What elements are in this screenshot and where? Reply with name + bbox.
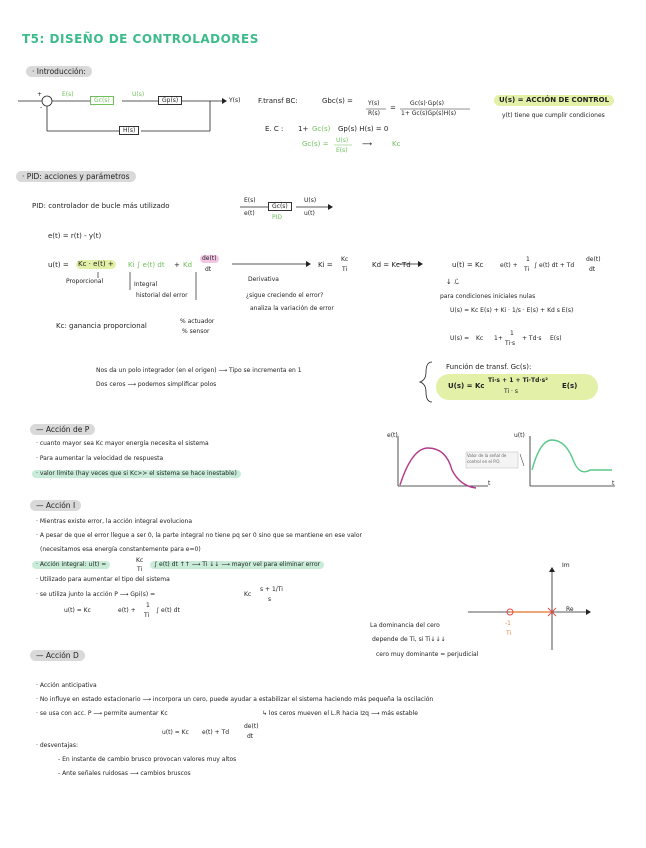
- gc-block: Gc(s): [90, 96, 114, 105]
- i-line-6b: e(t) +: [118, 607, 136, 614]
- ec-eq-c: Gp(s) H(s) = 0: [338, 125, 389, 133]
- e-label: E(s): [62, 91, 74, 98]
- i-line-3b: ∫ e(t) dt ↑↑ ⟶ Ti ↓↓ ⟶ mayor vel para eliminar error: [150, 561, 324, 569]
- u-full-lhs: u(t) = Kc: [452, 261, 484, 269]
- mini-u-bot: u(t): [304, 210, 315, 217]
- graph1-ylabel: e(t): [387, 432, 398, 439]
- ki-den: Ti: [342, 266, 348, 273]
- gc-lhs: Gc(s) =: [302, 140, 329, 148]
- us2-c: 1+: [494, 335, 503, 342]
- u-full-a: e(t) +: [500, 262, 518, 269]
- mini-u-top: U(s): [304, 197, 317, 204]
- plane-zero-den: Ti: [506, 630, 512, 637]
- label-derivativa: Derivativa: [248, 276, 279, 283]
- i-line-6c: ∫ e(t) dt: [156, 607, 180, 614]
- laplace-arrow: ↓ ℒ: [446, 278, 460, 286]
- cond-ini: para condiciones iniciales nulas: [440, 293, 536, 300]
- mini-pid-label: PID: [272, 214, 283, 221]
- ft-num: Ti·s + 1 + Ti·Td·s²: [488, 377, 548, 384]
- us2-d: + Td·s: [522, 335, 542, 342]
- dominancia-3: cero muy dominante = perjudicial: [376, 651, 479, 658]
- ki-num: Kc: [341, 256, 349, 263]
- desventaja-2: - Ante señales ruidosas ⟶ cambios bruscos: [58, 770, 191, 777]
- ftbc-eq: =: [390, 104, 396, 112]
- ftbc-frac2-num: Gc(s)·Gp(s): [410, 100, 444, 107]
- i-line-2: · A pesar de que el error llegue a ser 0, la parte integral no tiene pq ser 0 sino que se mantiene en ese valor: [36, 532, 362, 539]
- us2-kc: Kc: [476, 335, 484, 342]
- ftbc-label: F.transf BC:: [258, 97, 298, 105]
- kc-def: Kc: ganancia proporcional: [56, 322, 147, 330]
- u-eq-lhs: u(t) =: [48, 261, 69, 269]
- pid-def: PID: controlador de bucle más utilizado: [32, 202, 170, 210]
- ft-title: Función de transf. Gc(s):: [446, 363, 532, 371]
- page-title: T5: DISEÑO DE CONTROLADORES: [22, 32, 259, 46]
- ftbc-frac2-den: 1+ Gc(s)Gp(s)H(s): [401, 110, 457, 117]
- mini-gc-block: Gc(s): [268, 202, 292, 211]
- gp-block: Gp(s): [158, 96, 182, 105]
- i-line-5-kc: Kc: [244, 591, 252, 598]
- i-line-5-num: s + 1/Ti: [260, 586, 283, 593]
- us2-e: E(s): [550, 335, 562, 342]
- ec-label: E. C :: [265, 125, 284, 133]
- gc-den: E(s): [336, 147, 348, 154]
- d-line-3b: ↳ los ceros mueven el L.R hacia Izq ⟶ más estable: [262, 710, 418, 717]
- section-accion-i: — Acción I: [30, 500, 81, 511]
- ref-sign: +: [37, 91, 43, 98]
- d-line-2: · No influye en estado estacionario ⟶ incorpora un cero, puede ayudar a estabilizar el sistema haciendo más pequeña la oscilación: [36, 696, 434, 703]
- u-note: U(s) = ACCIÓN DE CONTROL: [494, 95, 614, 106]
- graph2-xlabel: t: [612, 480, 615, 487]
- h-block: H(s): [119, 126, 139, 135]
- i-line-4: · Utilizado para aumentar el tipo del sistema: [36, 576, 170, 583]
- plane-im-label: Im: [562, 562, 570, 569]
- desventajas: · desventajas:: [36, 742, 79, 749]
- plane-zero-num: -1: [505, 620, 511, 627]
- p-line-3: · valor límite (hay veces que si Kc>> el sistema se hace inestable): [32, 470, 241, 478]
- label-sigue: ¿sigue creciendo el error?: [246, 292, 324, 299]
- u-full-dnum: de(t): [586, 256, 601, 263]
- kc-frac-num: % actuador: [180, 318, 215, 325]
- ftbc-frac1-num: Y(s): [368, 100, 380, 107]
- section-accion-d: — Acción D: [30, 650, 85, 661]
- label-analiza: analiza la variación de error: [250, 305, 334, 312]
- graph-note: Valor de la señal de control en el P.O.: [467, 453, 507, 464]
- d-line-4-den: dt: [247, 733, 254, 740]
- u-eq-p: Kc · e(t) +: [78, 260, 114, 268]
- gc-arrow: ⟶: [362, 140, 373, 148]
- label-historial: historial del error: [136, 292, 188, 299]
- ec-eq-a: 1+: [298, 125, 309, 133]
- note-ceros: Dos ceros ⟶ podemos simplificar polos: [96, 381, 217, 388]
- us2-den: Ti·s: [505, 340, 516, 347]
- kd-eq: Kd = Kc·Td: [372, 261, 411, 269]
- ft-den: Ti · s: [504, 388, 518, 395]
- label-integral: Integral: [134, 281, 158, 288]
- p-line-1: · cuanto mayor sea Kc mayor energía necesita el sistema: [36, 440, 209, 447]
- i-line-1: · Mientras existe error, la acción integral evoluciona: [36, 518, 193, 525]
- us2-num: 1: [510, 330, 514, 337]
- error-eq: e(t) = r(t) - y(t): [48, 232, 102, 240]
- dominancia-2: depende de Ti, si Ti↓↓↓: [372, 636, 446, 643]
- ft-rhs: E(s): [562, 382, 578, 390]
- d-line-4a: u(t) = Kc: [162, 729, 189, 736]
- label-proporcional: Proporcional: [66, 278, 104, 285]
- desventaja-1: - En instante de cambio brusco provocan valores muy altos: [58, 756, 237, 763]
- u-full-dden: dt: [589, 266, 596, 273]
- u-eq-plus: +: [174, 261, 180, 269]
- y-note: y(t) tiene que cumplir condiciones: [502, 112, 605, 119]
- i-line-6a: u(t) = Kc: [64, 607, 91, 614]
- y-label: Y(s): [229, 97, 241, 104]
- i-line-6-num: 1: [146, 602, 150, 609]
- note-polo: Nos da un polo integrador (en el origen) ⟶ Tipo se incrementa en 1: [96, 367, 302, 374]
- u-label: U(s): [132, 91, 145, 98]
- i-line-3-num: Kc: [136, 557, 144, 564]
- u-full-num: 1: [526, 256, 530, 263]
- dominancia-1: La dominancia del cero: [370, 622, 440, 629]
- gc-res: Kc: [392, 140, 401, 148]
- d-line-4b: e(t) + Td: [202, 729, 230, 736]
- graph1-xlabel: t: [488, 480, 491, 487]
- us1-eq: U(s) = Kc E(s) + Ki · 1/s · E(s) + Kd s E(s): [450, 307, 574, 314]
- us2-lhs: U(s) =: [450, 335, 470, 342]
- i-line-2b: (necesitamos esa energía constantemente para e=0): [40, 546, 201, 553]
- u-full-b: ∫ e(t) dt + Td: [534, 262, 575, 269]
- ec-eq-b: Gc(s): [312, 125, 331, 133]
- p-line-2: · Para aumentar la velocidad de respuesta: [36, 455, 164, 462]
- u-full-den: Ti: [524, 266, 530, 273]
- ki-lhs: Ki =: [318, 261, 333, 269]
- u-eq-d-den: dt: [205, 266, 212, 273]
- d-line-4-num: de(t): [244, 723, 259, 730]
- section-introduccion: · Introducción:: [26, 66, 92, 77]
- d-line-3a: · se usa con acc. P ⟶ permite aumentar Kc: [36, 710, 168, 717]
- graph2-ylabel: u(t): [514, 432, 525, 439]
- i-line-3-den: Ti: [137, 566, 143, 573]
- section-accion-p: — Acción de P: [30, 424, 95, 435]
- fb-sign: -: [40, 104, 43, 111]
- gc-num: U(s): [336, 137, 349, 144]
- section-pid: · PID: acciones y parámetros: [16, 171, 136, 182]
- mini-e-top: E(s): [244, 197, 256, 204]
- u-eq-d-num: de(t): [202, 255, 217, 262]
- ft-lhs: U(s) = Kc: [448, 382, 485, 390]
- d-line-1: · Acción anticipativa: [36, 682, 97, 689]
- i-line-3a: · Acción integral: u(t) =: [32, 561, 110, 569]
- u-eq-d-coef: Kd: [183, 261, 193, 269]
- mini-e-bot: e(t): [244, 210, 255, 217]
- u-eq-i: Ki ∫ e(t) dt: [128, 261, 165, 269]
- i-line-6-den: Ti: [144, 612, 150, 619]
- kc-frac-den: % sensor: [182, 328, 210, 335]
- i-line-5a: · se utiliza junto la acción P ⟶ Gpi(s) =: [36, 591, 156, 598]
- i-line-5-den: s: [268, 596, 272, 603]
- ftbc-frac1-den: R(s): [368, 110, 380, 117]
- ftbc-lhs: Gbc(s) =: [322, 97, 353, 105]
- plane-re-label: Re: [566, 606, 574, 613]
